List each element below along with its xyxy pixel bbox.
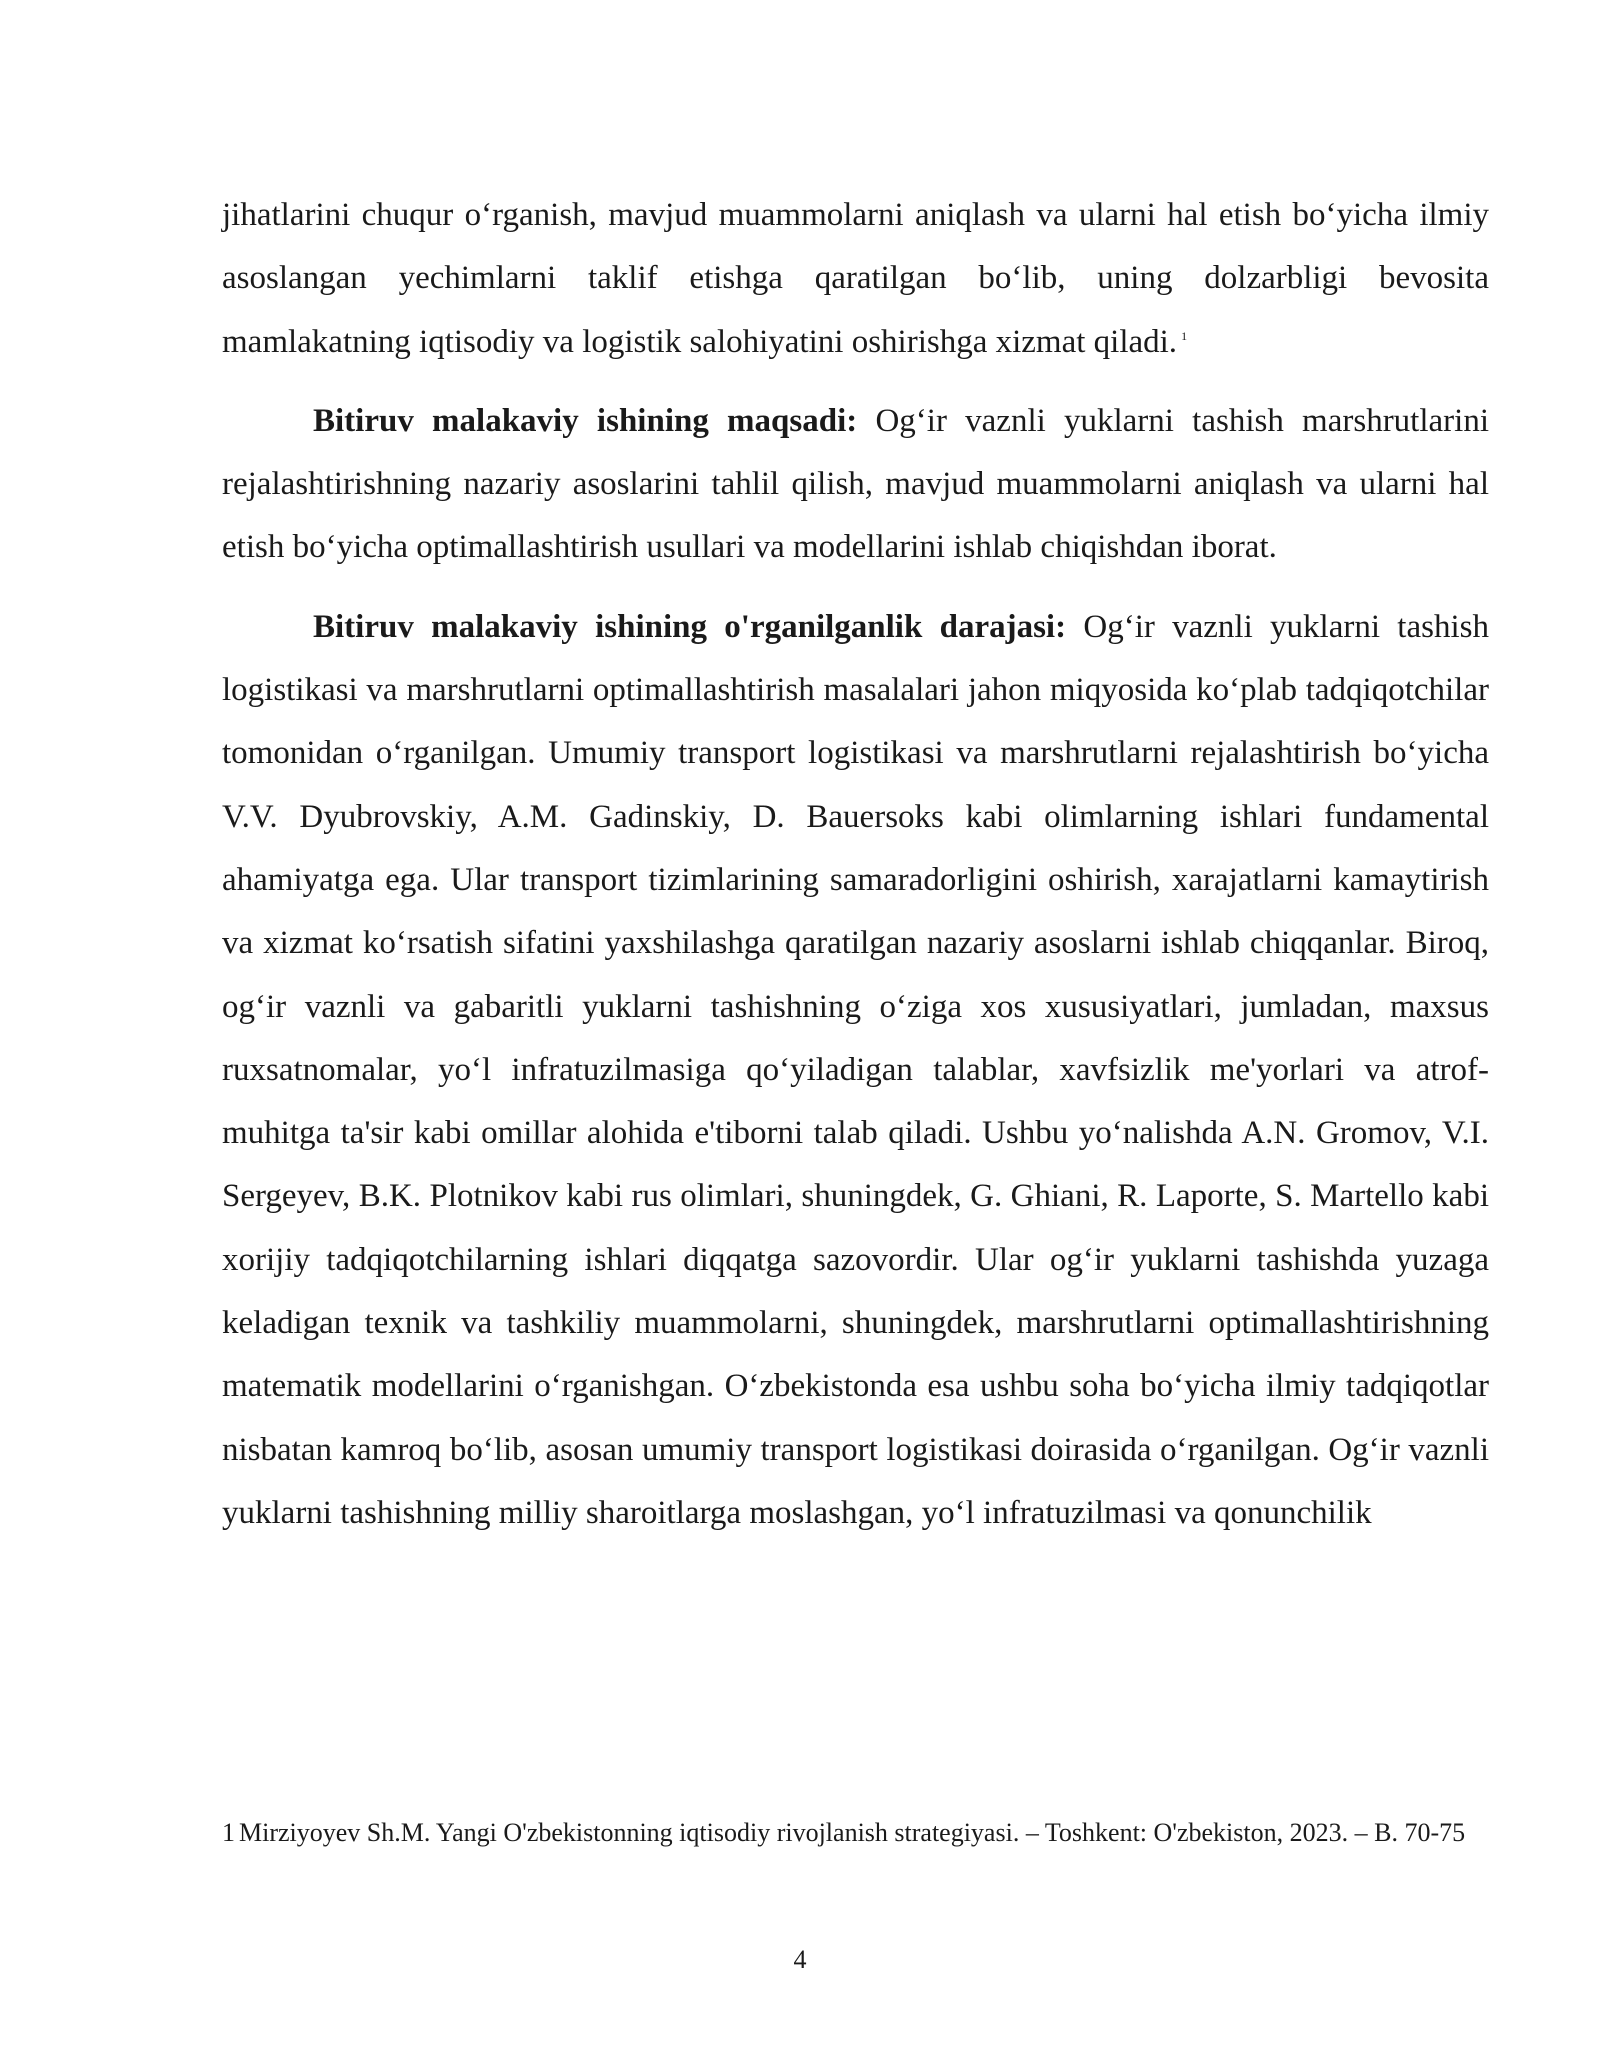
paragraph-text: Og‘ir vaznli yuklarni tashish logistikasi va marshrutlarni optimallashtirish masalalari jahon miqyosida ko‘plab tadqiqotchilar tomonidan o‘rganilgan. Umumiy transport logistikasi va marshrutlarni rejalashtirish bo‘yicha V.V. Dyubrovskiy, A.M. Gadinskiy, D. Bauersoks kabi olimlarning ishlari fundamental ahamiyatga ega. Ular transport tizimlarining samaradorligini oshirish, xarajatlarni kamaytirish va xizmat ko‘rsatish sifatini yaxshilashga qaratilgan nazariy asoslarni ishlab chiqqanlar. Biroq, og‘ir vaznli va gabaritli yuklarni tashishning o‘ziga xos xususiyatlari, jumladan, maxsus ruxsatnomalar, yo‘l infratuzilmasiga qo‘yiladigan talablar, xavfsizlik me'yorlari va atrof-muhitga ta'sir kabi omillar alohida e'tiborni talab qiladi. Ushbu yo‘nalishda A.N. Gromov, V.I. Sergeyev, B.K. Plotnikov kabi rus olimlari, shuningdek, G. Ghiani, R. Laporte, S. Martello kabi xorijiy tadqiqotchilarning ishlari diqqatga sazovordir. Ular og‘ir yuklarni tashishda yuzaga keladigan texnik va tashkiliy muammolarni, shuningdek, marshrutlarni optimallashtirishning matematik modellarini o‘rganishgan. O‘zbekistonda esa ushbu soha bo‘yicha ilmiy tadqiqotlar nisbatan kamroq bo‘lib, asosan umumiy transport logistikasi doirasida o‘rganilgan. Og‘ir vaznli yuklarni tashishning milliy sharoitlarga moslashgan, yo‘l infratuzilmasi va qonunchilik: [222, 608, 1489, 1531]
page-number: 4: [793, 1945, 807, 1974]
paragraph-text: Og‘ir vaznli yuklarni tashish marshrutlarini rejalashtirishning nazariy asoslarini tahlil qilish, mavjud muammolarni aniqlash va ularni hal etish bo‘yicha optimallashtirish usullari va modellarini ishlab chiqishdan iborat.: [222, 402, 1489, 566]
footnote-text: Mirziyoyev Sh.M. Yangi O'zbekistonning iqtisodiy rivojlanish strategiyasi. – Toshkent: O'zbekiston, 2023. – B. 70-75: [239, 1818, 1466, 1847]
paragraph-continuation: [222, 184, 1489, 374]
paragraph-study-level: [222, 596, 1489, 1545]
body-text: [222, 184, 1489, 1545]
footnote-reference: 1: [1181, 328, 1188, 343]
paragraph-text: jihatlarini chuqur o‘rganish, mavjud muammolarni aniqlash va ularni hal etish bo‘yicha ilmiy asoslangan yechimlarni taklif etishga qaratilgan bo‘lib, uning dolzarbligi bevosita mamlakatning iqtisodiy va logistik salohiyatini oshirishga xizmat qiladi.: [222, 197, 1489, 360]
paragraph-lead: Bitiruv malakaviy ishining maqsadi:: [313, 402, 858, 439]
paragraph-lead: Bitiruv malakaviy ishining o'rganilganlik darajasi:: [313, 608, 1067, 645]
footnote-number: 1: [222, 1818, 235, 1847]
paragraph-goal: [222, 390, 1489, 580]
footnote: [222, 1816, 1489, 1850]
